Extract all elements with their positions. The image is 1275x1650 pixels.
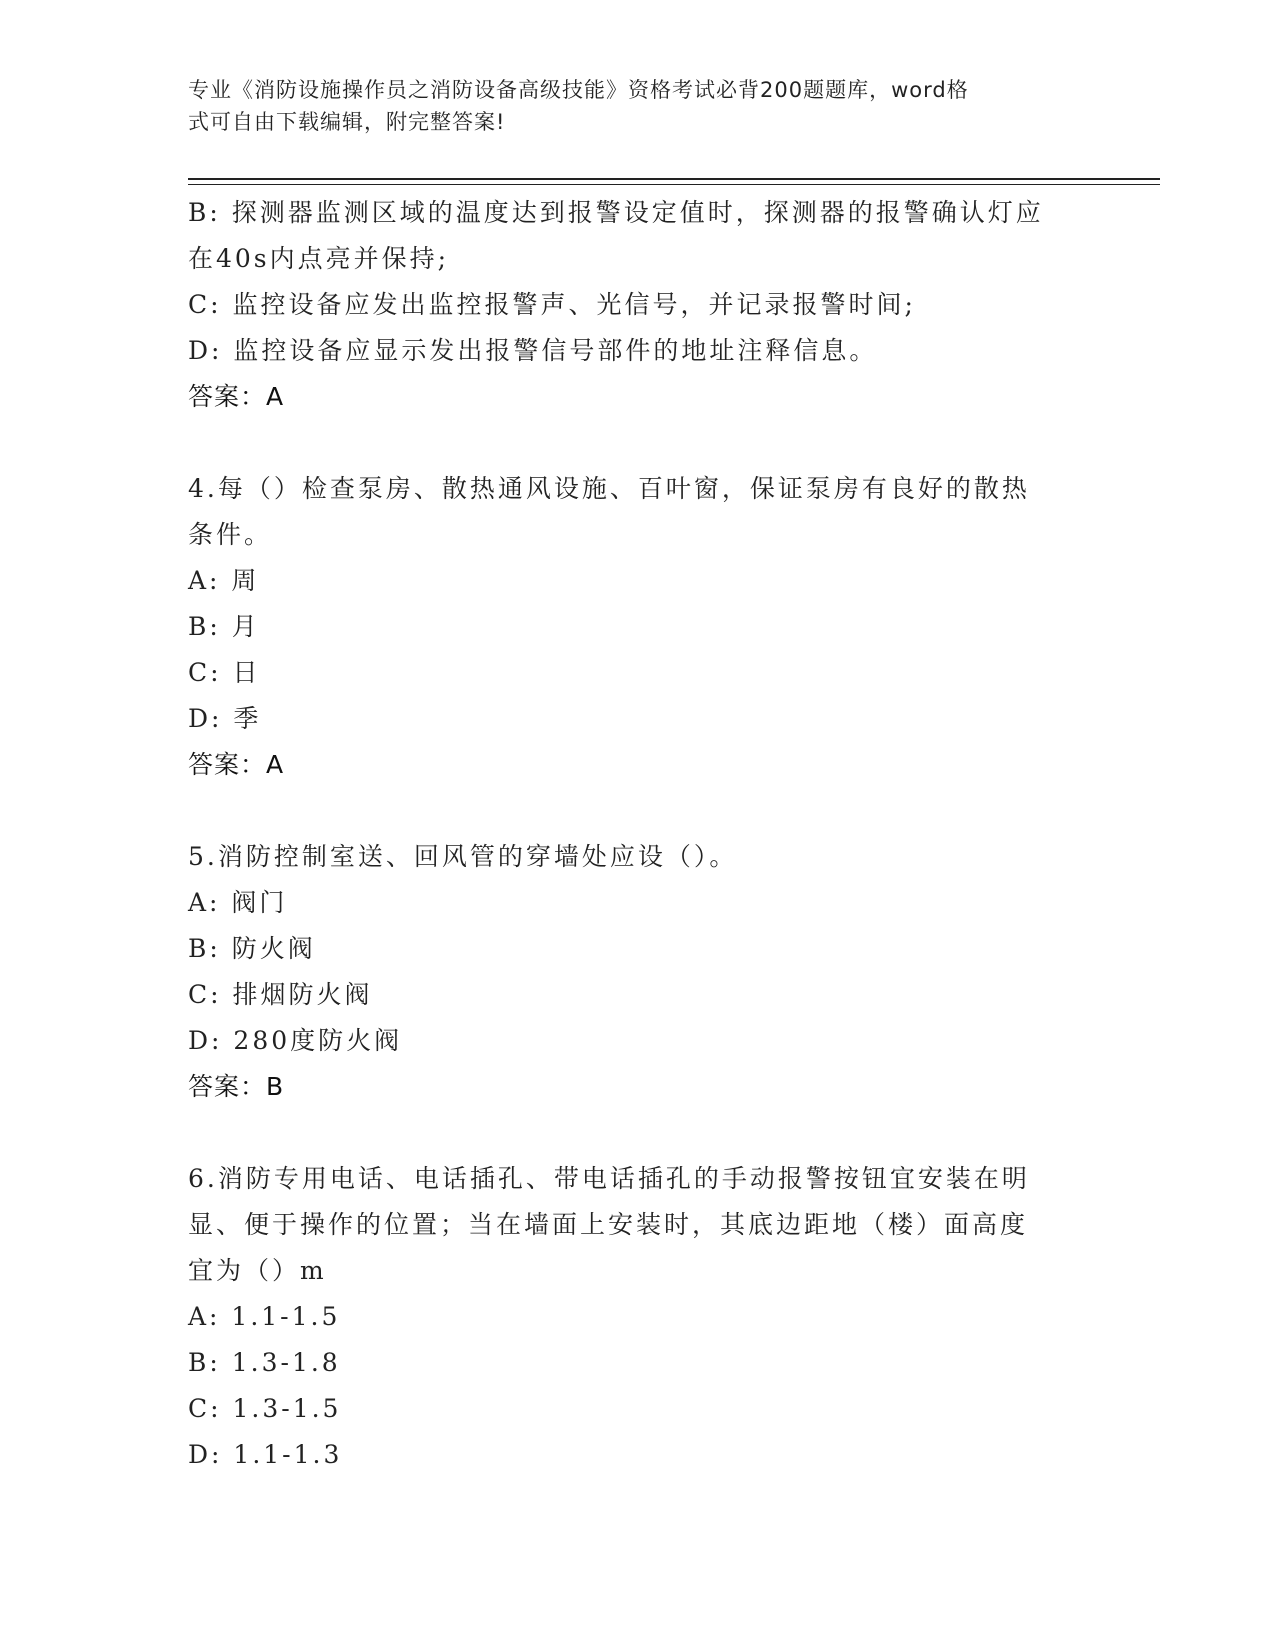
document-header xyxy=(188,74,1068,138)
question-5 xyxy=(188,834,1068,1110)
q5-option-a: A: 阀门 xyxy=(188,888,288,917)
question-4 xyxy=(188,466,1068,788)
q6-option-a: A: 1.1-1.5 xyxy=(188,1302,341,1331)
q6-option-d: D: 1.1-1.3 xyxy=(188,1440,343,1469)
q4-option-a: A: 周 xyxy=(188,566,260,595)
q6-stem-line-2: 显、便于操作的位置；当在墙面上安装时，其底边距地（楼）面高度 xyxy=(188,1210,1029,1239)
header-line-2: 式可自由下载编辑，附完整答案! xyxy=(188,110,506,134)
q3-answer: 答案：A xyxy=(188,382,285,411)
q6-option-b: B: 1.3-1.8 xyxy=(188,1348,341,1377)
q3-option-d: D: 监控设备应显示发出报警信号部件的地址注释信息。 xyxy=(188,336,878,365)
q5-stem: 5.消防控制室送、回风管的穿墙处应设（）。 xyxy=(188,842,738,871)
q3-option-c: C: 监控设备应发出监控报警声、光信号，并记录报警时间; xyxy=(188,290,916,319)
q5-option-b: B: 防火阀 xyxy=(188,934,316,963)
q6-stem-line-3: 宜为（）m xyxy=(188,1256,327,1285)
header-divider-thick xyxy=(188,178,1160,180)
q6-option-c: C: 1.3-1.5 xyxy=(188,1394,342,1423)
q4-option-b: B: 月 xyxy=(188,612,260,641)
q3-option-b-line-2: 在40s内点亮并保持; xyxy=(188,244,450,273)
q4-option-c: C: 日 xyxy=(188,658,261,687)
q6-stem-line-1: 6.消防专用电话、电话插孔、带电话插孔的手动报警按钮宜安装在明 xyxy=(188,1164,1030,1193)
q4-answer: 答案：A xyxy=(188,750,285,779)
question-6 xyxy=(188,1156,1068,1478)
q3-option-b-line-1: B: 探测器监测区域的温度达到报警设定值时，探测器的报警确认灯应 xyxy=(188,198,1044,227)
q5-answer: 答案：B xyxy=(188,1072,285,1101)
q4-stem-line-1: 4.每（）检查泵房、散热通风设施、百叶窗，保证泵房有良好的散热 xyxy=(188,474,1030,503)
header-line-1: 专业《消防设施操作员之消防设备高级技能》资格考试必背200题题库，word格 xyxy=(188,78,969,102)
q4-stem-line-2: 条件。 xyxy=(188,520,273,549)
question-list xyxy=(188,190,1068,1478)
header-divider-thin xyxy=(188,184,1160,185)
question-3-tail xyxy=(188,190,1068,420)
q5-option-d: D: 280度防火阀 xyxy=(188,1026,403,1055)
q5-option-c: C: 排烟防火阀 xyxy=(188,980,373,1009)
q4-option-d: D: 季 xyxy=(188,704,262,733)
